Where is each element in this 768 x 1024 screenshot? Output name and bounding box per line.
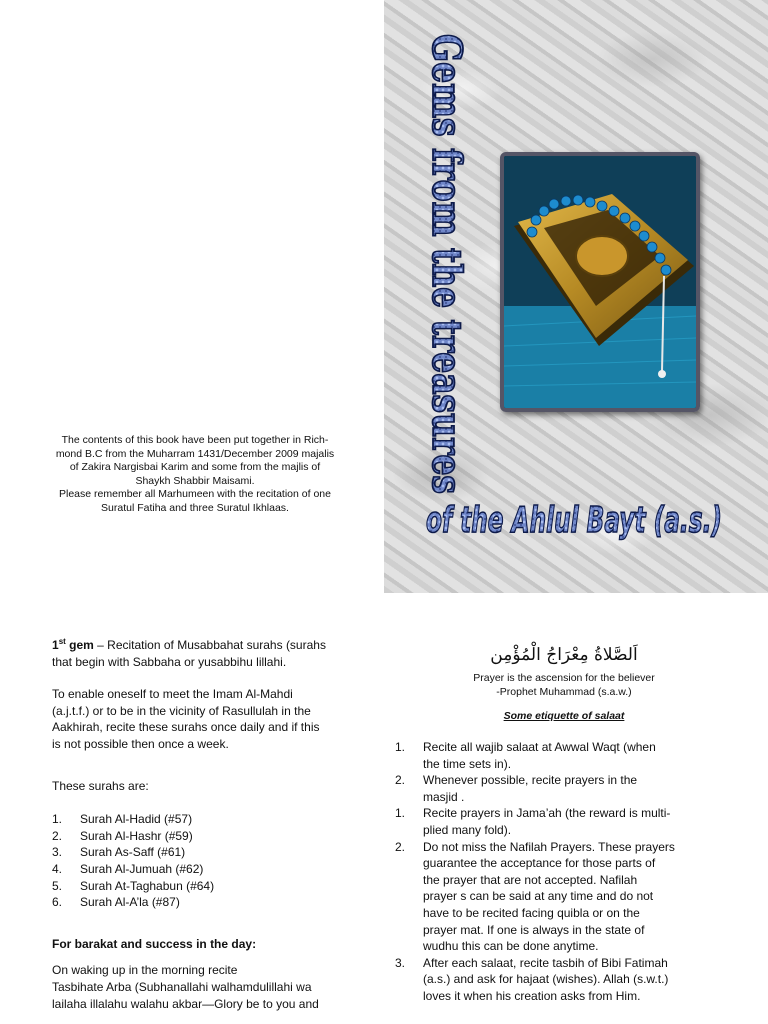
etiquette-line: prayer s can be said at any time and do not [423,889,654,904]
surah-name: Surah Al-A’la (#87) [80,895,180,910]
surah-name: Surah Al-Jumuah (#62) [80,861,204,876]
surah-list-item [52,894,342,911]
paragraph-line: lailaha illalahu walahu akbar—Glory be to you and [52,996,319,1011]
gem-ordinal: st [58,637,66,646]
credits-line: Please remember all Marhumeen with the recitation of one [59,488,331,501]
etiquette-text [423,772,683,805]
arabic-hadith: اَلصَّلاةُ مِعْرَاجُ الْمُؤْمِن [490,645,638,665]
list-number: 1. [395,740,406,754]
etiquette-line: Recite all wajib salaat at Awwal Waqt (when [423,740,656,754]
surahs-intro: These surahs are: [52,778,149,793]
etiquette-item [376,805,734,838]
surah-name: Surah Al-Hashr (#59) [80,828,193,843]
paragraph-line: Tasbihate Arba (Subhanallahi walhamdulillahi wa [52,979,312,994]
hadith-translation [414,671,714,699]
list-number: 2. [52,828,63,843]
surah-list-item [52,844,342,861]
paragraph-line: On waking up in the morning recite [52,963,238,978]
list-number: 4. [52,861,63,876]
list-number: 2. [395,773,406,788]
surah-list [52,811,342,911]
etiquette-heading: Some etiquette of salaat [503,710,625,722]
book-cover [384,0,768,593]
surah-list-item [52,861,342,878]
gem-intro [52,634,342,654]
gem-intro-line-1: – Recitation of Musabbahat surahs (surahs [93,638,326,652]
cover-title-vertical [421,34,481,593]
etiquette-line: the time sets in). [423,756,512,771]
etiquette-line: masjid . [423,789,465,804]
left-page [52,634,342,1012]
credits-note [45,434,345,516]
right-page [395,645,734,1005]
etiquette-text [423,739,683,772]
etiquette-line: have to be recited facing quibla or on the [423,905,640,920]
etiquette-line: Do not miss the Nafilah Prayers. These prayers [423,839,675,854]
credits-line: of Zakira Nargisbai Karim and some from the majlis of [69,461,321,474]
etiquette-line: Whenever possible, recite prayers in the [423,773,638,788]
etiquette-line: plied many fold). [423,822,512,837]
list-number: 1. [395,806,406,821]
credits-line: Shaykh Shabbir Maisami. [135,474,255,487]
imam-mahdi-paragraph [52,686,342,752]
etiquette-line: guarantee the acceptance for those parts of [423,856,656,871]
etiquette-line: loves it when his creation asks from Him. [423,988,641,1003]
surah-list-item [52,828,342,845]
cover-subtitle [426,496,766,544]
surah-name: Surah Al-Hadid (#57) [80,812,193,827]
list-number: 3. [52,845,63,860]
paragraph-line: is not possible then once a week. [52,736,229,751]
credits-line: The contents of this book have been put together in Rich- [61,434,329,446]
cover-subtitle-text: of the Ahlul Bayt (a.s.) [426,500,722,541]
quote-attribution: -Prophet Muhammad (s.a.w.) [496,686,632,698]
barakat-paragraph [52,962,342,1012]
credits-line: mond B.C from the Muharram 1431/December 2009 majalis [55,447,335,460]
etiquette-item [376,955,734,1005]
paragraph-line: To enable oneself to meet the Imam Al-Mahdi [52,687,293,702]
credits-line: Suratul Fatiha and three Suratul Ikhlaas. [101,501,289,514]
surah-list-item [52,878,342,895]
etiquette-text [423,805,683,838]
etiquette-text [423,955,683,1005]
etiquette-list [376,739,734,1005]
quran-photo [500,152,700,412]
etiquette-line: prayer mat. If one is always in the state of [423,922,645,937]
etiquette-line: wudhu this can be done anytime. [423,939,599,954]
etiquette-line: (a.s.) and ask for hajaat (wishes). Allah (s.w.t.) [423,972,669,987]
list-number: 1. [52,812,63,827]
etiquette-item [376,839,734,955]
etiquette-line: the prayer that are not accepted. Nafilah [423,872,638,887]
gem-intro-line-2: that begin with Sabbaha or yusabbihu lillahi. [52,654,287,669]
list-number: 3. [395,955,406,970]
surah-name: Surah As-Saff (#61) [80,845,186,860]
cover-title-text: Gems from the treasures [423,34,470,593]
quote-translation: Prayer is the ascension for the believer [473,672,655,684]
list-number: 6. [52,895,63,910]
surah-list-item [52,811,342,828]
gem-number: 1 [52,638,59,652]
gem-word: gem [65,638,94,652]
etiquette-item [376,772,734,805]
paragraph-line: (a.j.t.f.) or to be in the vicinity of Rasullulah in the [52,703,311,718]
list-number: 2. [395,839,406,854]
paragraph-line: Aakhirah, recite these surahs once daily and if this [52,720,320,735]
etiquette-item [376,739,734,772]
etiquette-text [423,839,683,955]
barakat-heading: For barakat and success in the day: [52,936,257,951]
etiquette-line: Recite prayers in Jama’ah (the reward is multi- [423,806,671,821]
etiquette-line: After each salaat, recite tasbih of Bibi Fatimah [423,955,668,970]
surah-name: Surah At-Taghabun (#64) [80,878,215,893]
list-number: 5. [52,878,63,893]
